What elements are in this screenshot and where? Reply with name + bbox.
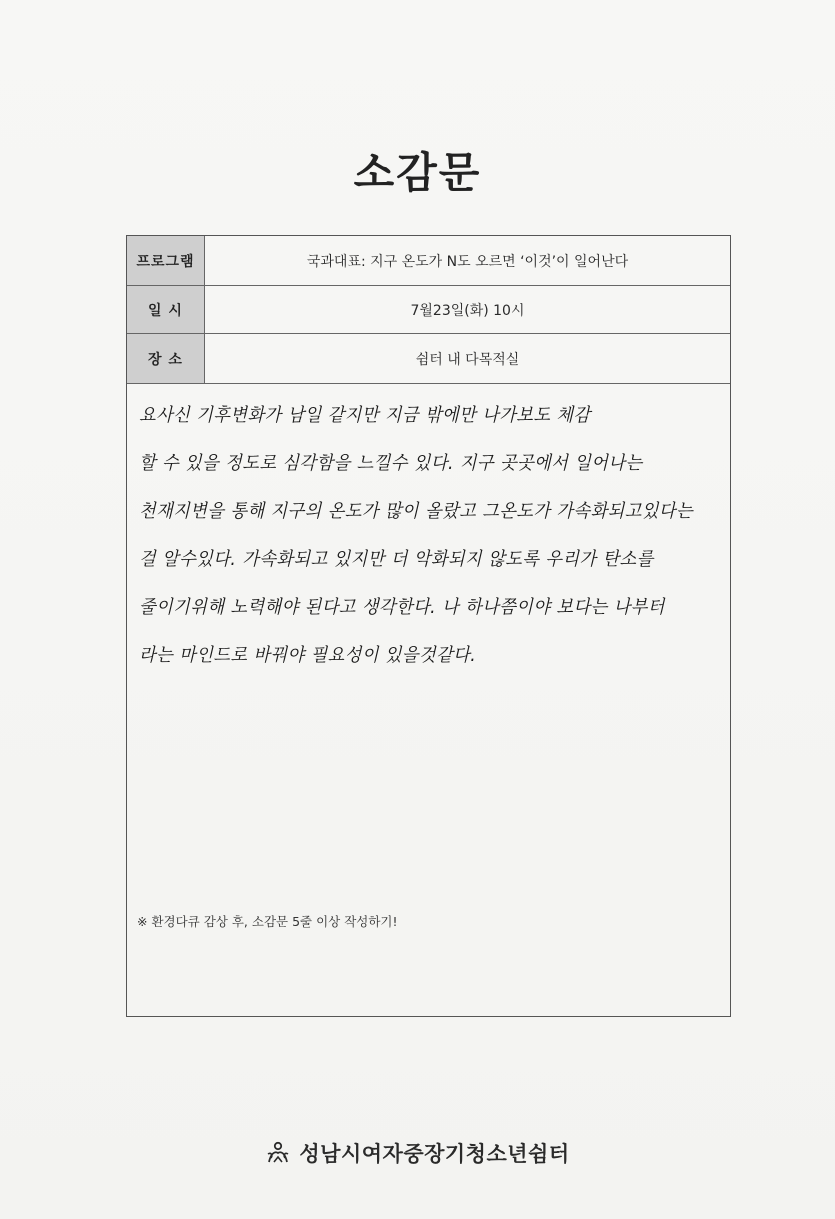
response-line: 라는 마인드로 바꿔야 필요성이 있을것같다. [139,645,477,666]
place-row [127,334,730,384]
date-row [127,286,730,334]
place-label: 장 소 [127,334,205,383]
date-label: 일 시 [127,286,205,333]
response-line: 걸 알수있다. 가속화되고 있지만 더 악화되지 않도록 우리가 탄소를 [139,549,654,570]
footer [0,1138,835,1168]
instruction-note: ※ 환경다큐 감상 후, 소감문 5줄 이상 작성하기! [137,914,398,929]
page-title: 소감문 [353,148,482,197]
response-line: 천재지변을 통해 지구의 온도가 많이 올랐고 그온도가 가속화되고있다는 [139,501,694,522]
response-line: 할 수 있을 정도로 심각함을 느낄수 있다. 지구 곳곳에서 일어나는 [139,453,643,474]
response-line: 요사신 기후변화가 남일 같지만 지금 밖에만 나가보도 체감 [139,405,591,426]
organization-name: 성남시여자중장기청소년쉼터 [299,1142,570,1166]
program-value: 국과대표: 지구 온도가 N도 오르면 ‘이것’이 일어난다 [306,253,629,270]
handwritten-response [139,392,694,680]
program-row [127,236,730,286]
shelter-logo-icon [265,1140,291,1166]
response-body [127,384,730,1016]
response-form [126,235,731,1017]
response-line: 줄이기위해 노력해야 된다고 생각한다. 나 하나쯤이야 보다는 나부터 [139,597,665,618]
place-value: 쉼터 내 다목적실 [415,351,520,368]
date-value: 7월23일(화) 10시 [410,302,525,319]
program-label: 프로그램 [127,236,205,285]
